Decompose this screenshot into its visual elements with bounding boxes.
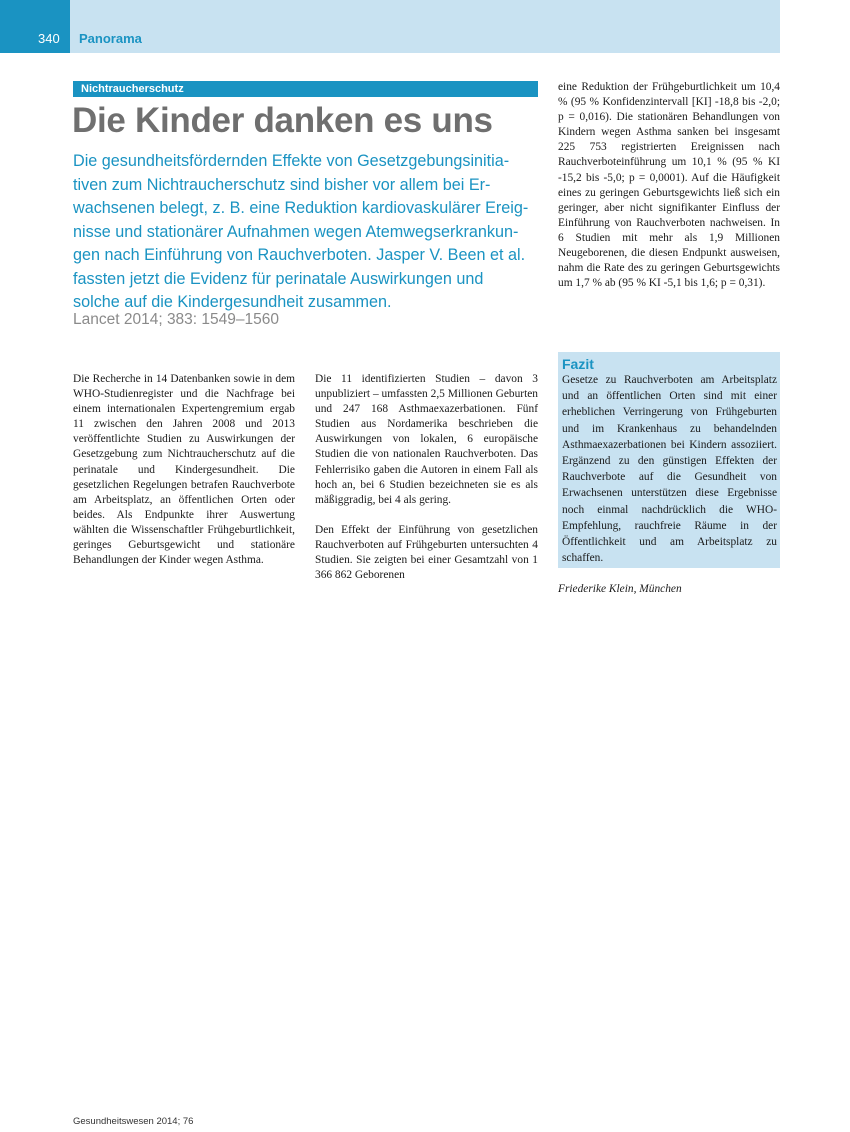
fazit-title: Fazit (562, 356, 594, 372)
lead-line: tiven zum Nichtraucherschutz sind bisher vor allem bei Er- (73, 175, 491, 194)
article-citation: Lancet 2014; 383: 1549–1560 (73, 311, 279, 328)
body-paragraph: Den Effekt der Einführung von gesetzlichen Rauchverboten auf Frühgeburten untersuchten 4 Studien. Sie zeigten bei einer Gesamtzahl von 1 366 862 Geborenen (315, 523, 538, 582)
lead-line: solche auf die Kindergesundheit zusammen. (73, 293, 392, 311)
body-column-2 (315, 372, 538, 583)
body-column-1 (73, 372, 295, 568)
section-title: Panorama (79, 31, 142, 46)
article-lead (73, 150, 545, 315)
journal-footer: Gesundheitswesen 2014; 76 (73, 1116, 194, 1127)
lead-line: gen nach Einführung von Rauchverboten. Jasper V. Been et al. (73, 246, 526, 264)
fazit-text: Gesetze zu Rauchverboten am Arbeitsplatz und an öffentlichen Orten sind mit einer erheblichen Verringerung von Frühgeburten und im Krankenhaus zu behandelnden Asthmaexazerbationen bei Kindern assoziiert. Ergänzend zu den günstigen Effekten der Rauchverbote auf die Gesundheit von Erwachsenen unterstützen diese Ergebnisse noch einmal nachdrücklich die WHO-Empfehlung, rauchfreie Räume in der Öffentlichkeit und am Arbeitsplatz zu schaffen. (562, 374, 777, 565)
body-column-3 (558, 80, 780, 291)
body-paragraph: Die 11 identifizierten Studien – davon 3 unpubliziert – umfassten 2,5 Millionen Geburten und 247 168 Asthmaexazerbationen. Fünf Studien aus Nordamerika beschrieben die Auswirkungen von lokalen, 6 europäische Studien die von nationalen Rauchverboten. Das Fehlerrisiko gaben die Autoren in einem Fall als hoch an, bei 6 Studien bezeichneten sie es als mäßiggradig, bei 4 als gering. (315, 373, 538, 506)
article-author: Friederike Klein, München (558, 583, 682, 595)
fazit-box (558, 352, 780, 568)
page-number: 340 (38, 31, 60, 46)
lead-line: fassten jetzt die Evidenz für perinatale Auswirkungen und (73, 269, 484, 288)
lead-line: wachsenen belegt, z. B. eine Reduktion kardiovaskulärer Ereig- (73, 199, 529, 217)
lead-line: Die gesundheitsfördernden Effekte von Gesetzgebungsinitia- (73, 152, 510, 170)
article-title: Die Kinder danken es uns (72, 101, 493, 140)
body-paragraph: eine Reduktion der Frühgeburtlichkeit um 10,4 % (95 % Konfidenzintervall [KI] -18,8 bis -2,0; p = 0,016). Die stationären Behandlungen von Kindern wegen Asthma sanken bei insgesamt 225 753 registrierten Ereignissen nach Rauchverboteinführung um 10,1 % (95 % KI -15,2 bis -5,0; p = 0,0001). Auf die Häufigkeit eines zu geringen Geburtsgewichts ließ sich ein geringer, aber nicht signifikanter Einfluss der Einführung von Rauchverboten nachweisen. In 6 Studien mit mehr als 1,9 Millionen Neugeborenen, die diesen Endpunkt ausweisen, nahm die Rate des zu geringen Geburtsgewichts um 1,7 % ab (95 % KI -5,1 bis 1,6; p = 0,31). (558, 81, 780, 290)
body-paragraph: Die Recherche in 14 Datenbanken sowie in dem WHO-Studienregister und die Nachfrage bei einem internationalen Expertengremium ergab 11 zwischen den Jahren 2008 und 2013 veröffentlichte Studien zu Auswirkungen der Gesetzgebung zum Nichtraucherschutz auf die perinatale und Kindergesundheit. Die gesetzlichen Regelungen betrafen Rauchverbote am Arbeitsplatz, an öffentlichen Orten oder beides. Als Endpunkte ihrer Auswertung wählten die Wissenschaftler Frühgeburtlichkeit, geringes Geburtsgewicht und stationäre Behandlungen der Kinder wegen Asthma. (73, 373, 295, 567)
lead-line: nisse und stationärer Aufnahmen wegen Atemwegserkrankun- (73, 222, 519, 241)
article-kicker: Nichtraucherschutz (73, 81, 538, 97)
